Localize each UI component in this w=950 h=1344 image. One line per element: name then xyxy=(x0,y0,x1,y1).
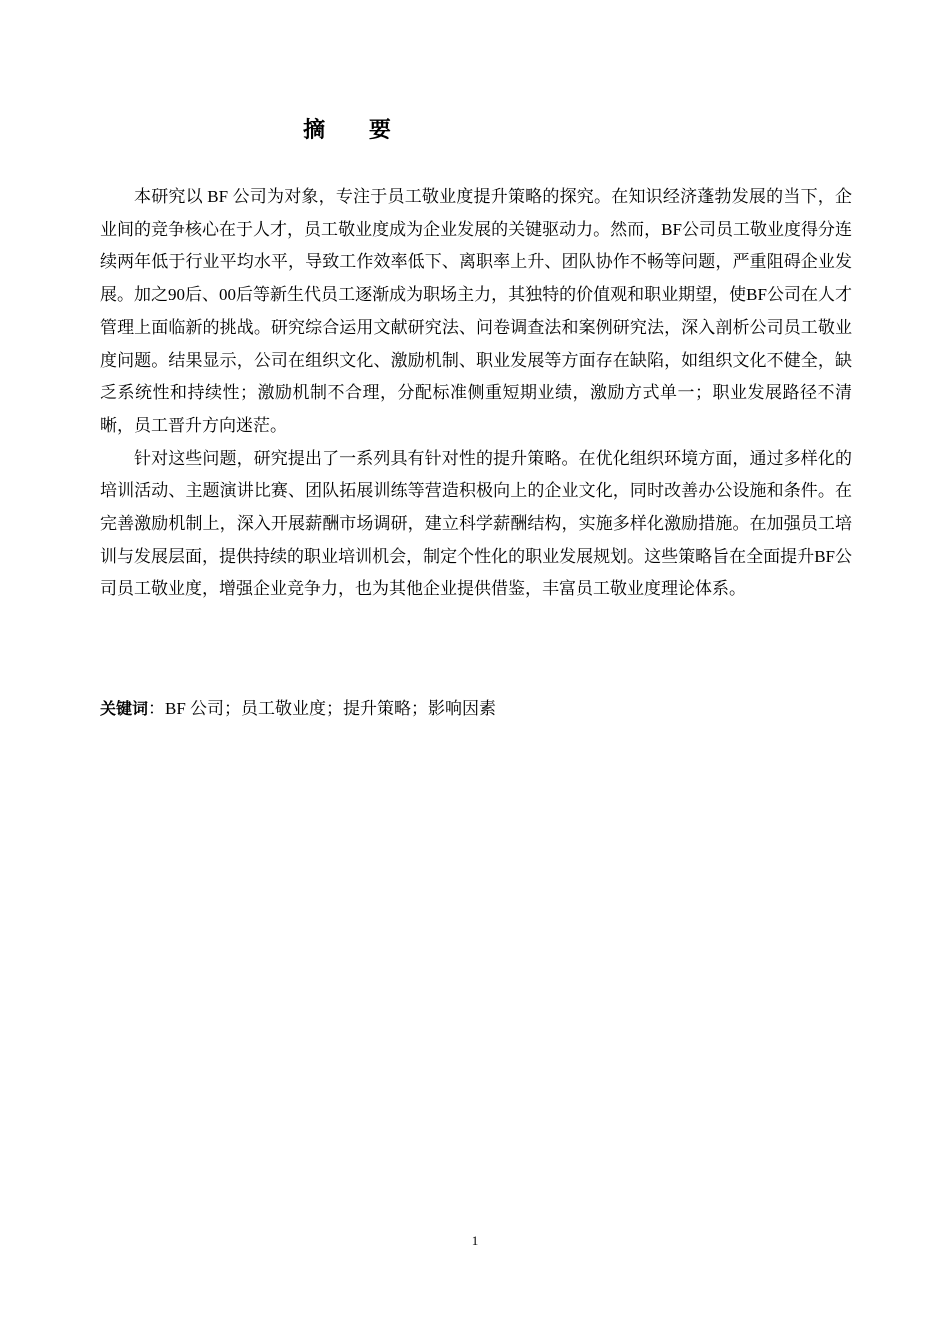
abstract-body xyxy=(100,181,852,606)
keywords-line xyxy=(100,693,852,725)
abstract-paragraph-1: 本研究以 BF 公司为对象，专注于员工敬业度提升策略的探究。在知识经济蓬勃发展的当下，企业间的竞争核心在于人才，员工敬业度成为企业发展的关键驱动力。然而，BF公司员工敬业度得分连续两年低于行业平均水平，导致工作效率低下、离职率上升、团队协作不畅等问题，严重阻碍企业发展。加之90后、00后等新生代员工逐渐成为职场主力，其独特的价值观和职业期望，使BF公司在人才管理上面临新的挑战。研究综合运用文献研究法、问卷调查法和案例研究法，深入剖析公司员工敬业度问题。结果显示，公司在组织文化、激励机制、职业发展等方面存在缺陷，如组织文化不健全，缺乏系统性和持续性；激励机制不合理，分配标准侧重短期业绩，激励方式单一；职业发展路径不清晰，员工晋升方向迷茫。 xyxy=(100,187,852,435)
page-number: 1 xyxy=(471,1233,479,1248)
keywords-label: 关键词 xyxy=(100,699,149,718)
abstract-title: 摘 要 xyxy=(303,118,409,143)
abstract-paragraph-2: 针对这些问题，研究提出了一系列具有针对性的提升策略。在优化组织环境方面，通过多样化的培训活动、主题演讲比赛、团队拓展训练等营造积极向上的企业文化，同时改善办公设施和条件。在完善激励机制上，深入开展薪酬市场调研，建立科学薪酬结构，实施多样化激励措施。在加强员工培训与发展层面，提供持续的职业培训机会，制定个性化的职业发展规划。这些策略旨在全面提升BF公司员工敬业度，增强企业竞争力，也为其他企业提供借鉴，丰富员工敬业度理论体系。 xyxy=(100,448,852,599)
keywords-text: ：BF 公司；员工敬业度；提升策略；影响因素 xyxy=(148,699,497,718)
